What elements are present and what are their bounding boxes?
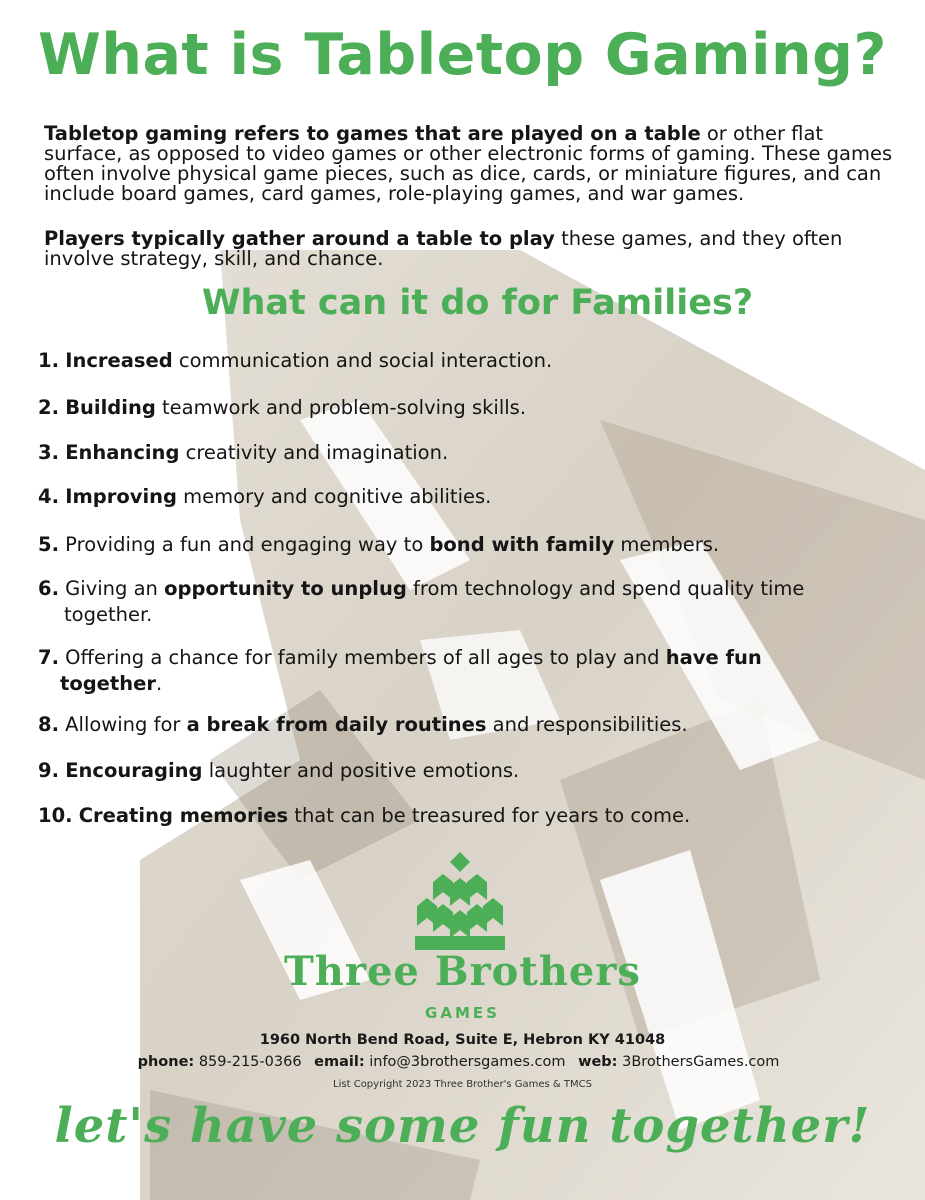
- benefit-item-2: [38, 395, 898, 421]
- intro-2-bold: Players typically gather around a table to play: [44, 227, 555, 250]
- benefit-continuation: [38, 672, 162, 695]
- benefit-item-8: [38, 712, 898, 738]
- benefit-number: 10.: [38, 804, 73, 827]
- benefit-number: 2.: [38, 396, 59, 419]
- benefit-continuation: together.: [64, 603, 153, 626]
- page-title: What is Tabletop Gaming?: [38, 22, 887, 88]
- web-label: web:: [578, 1054, 618, 1070]
- intro-1-bold: Tabletop gaming refers to games that are played on a table: [44, 122, 701, 145]
- intro-paragraph-1: [44, 124, 894, 204]
- email-label: email:: [314, 1054, 365, 1070]
- web-address[interactable]: 3BrothersGames.com: [622, 1054, 780, 1070]
- email-address[interactable]: info@3brothersgames.com: [369, 1054, 566, 1070]
- benefit-item-4: [38, 484, 898, 510]
- benefit-number: 7.: [38, 646, 59, 669]
- benefit-bold: have fun: [665, 646, 762, 669]
- copyright-notice: List Copyright 2023 Three Brother's Games & TMCS: [333, 1079, 592, 1090]
- benefit-number: 9.: [38, 759, 59, 782]
- benefit-text: members.: [614, 533, 720, 556]
- benefit-text: communication and social interaction.: [172, 349, 553, 372]
- benefit-number: 6.: [38, 577, 59, 600]
- intro-paragraph-2: [44, 229, 894, 269]
- benefit-text-pre: Allowing for: [58, 713, 187, 736]
- benefit-bold-continuation: together: [60, 672, 156, 695]
- benefit-text: creativity and imagination.: [179, 441, 449, 464]
- benefit-text-pre: Giving an: [58, 577, 165, 600]
- benefit-number: 5.: [38, 533, 59, 556]
- benefit-text: laughter and positive emotions.: [202, 759, 520, 782]
- brand-subtitle: GAMES: [425, 1004, 500, 1022]
- benefit-item-5: [38, 532, 898, 558]
- benefit-bold: Building: [65, 396, 156, 419]
- benefit-text-pre: Providing a fun and engaging way to: [58, 533, 430, 556]
- intro-1-text: or other flat surface, as opposed to video games or other electronic forms of gaming. These games often involve physical game pieces, such as dice, cards, or miniature figures, and can include board games, card games, role-playing games, and war games.: [44, 122, 893, 205]
- benefit-number: 3.: [38, 441, 59, 464]
- benefit-bold: bond with family: [429, 533, 615, 556]
- benefit-item-9: [38, 758, 898, 784]
- benefit-bold: Enhancing: [65, 441, 180, 464]
- benefit-number: 8.: [38, 713, 59, 736]
- intro-2-text: these games, and they often involve strategy, skill, and chance.: [44, 227, 843, 270]
- benefit-continuation-text: .: [155, 672, 163, 695]
- benefit-text: memory and cognitive abilities.: [176, 485, 492, 508]
- benefit-bold: Creating memories: [78, 804, 289, 827]
- benefit-bold: Increased: [65, 349, 173, 372]
- benefit-item-3: [38, 440, 898, 466]
- contact-line: [0, 1054, 925, 1070]
- tagline: let's have some fun together!: [54, 1098, 871, 1154]
- phone-number: 859-215-0366: [198, 1054, 302, 1070]
- benefit-text: that can be treasured for years to come.: [288, 804, 691, 827]
- benefit-bold: a break from daily routines: [186, 713, 487, 736]
- benefit-item-10: [38, 803, 898, 829]
- benefit-bold: opportunity to unplug: [164, 577, 407, 600]
- benefit-bold: Improving: [65, 485, 177, 508]
- benefit-item-6: [38, 576, 898, 628]
- benefit-text: from technology and spend quality time: [406, 577, 805, 600]
- benefit-bold: Encouraging: [65, 759, 203, 782]
- benefit-number: 1.: [38, 349, 59, 372]
- three-brothers-castle-logo-icon: [413, 852, 507, 952]
- benefit-item-7: [38, 645, 898, 697]
- families-heading: What can it do for Families?: [201, 283, 754, 323]
- benefit-item-1: [38, 348, 898, 374]
- benefit-number: 4.: [38, 485, 59, 508]
- store-address: 1960 North Bend Road, Suite E, Hebron KY 41048: [259, 1032, 666, 1048]
- brand-name: Three Brothers: [284, 948, 641, 995]
- benefit-text: teamwork and problem-solving skills.: [155, 396, 527, 419]
- benefit-text-pre: Offering a chance for family members of all ages to play and: [58, 646, 666, 669]
- phone-label: phone:: [137, 1054, 195, 1070]
- benefit-text: and responsibilities.: [486, 713, 688, 736]
